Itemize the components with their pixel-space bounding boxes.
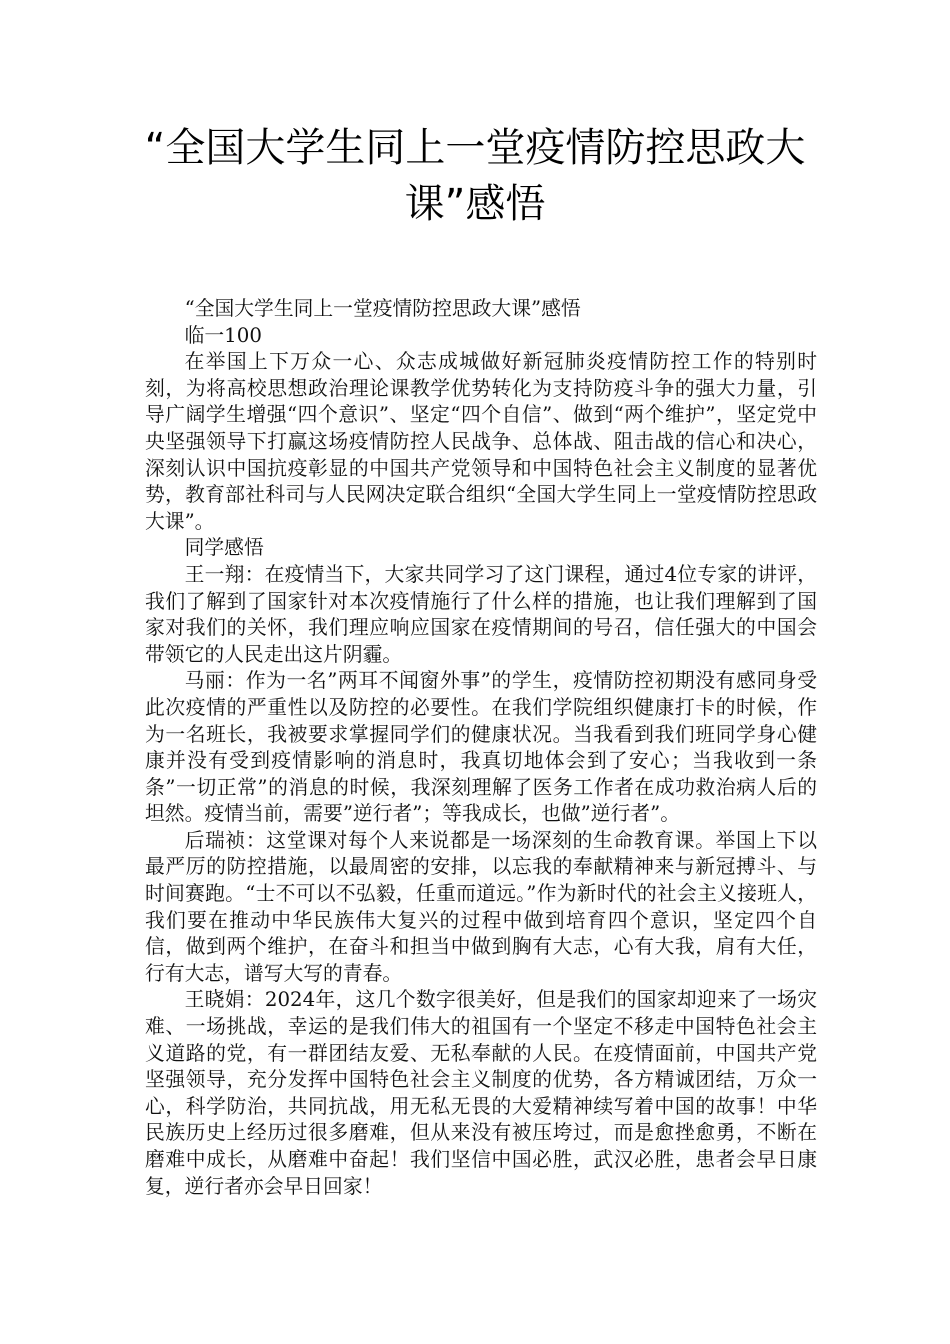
reflection-paragraph: 王晓娟：2024年，这几个数字很美好，但是我们的国家却迎来了一场灾难、一场挑战，幸运的是我们伟大的祖国有一个坚定不移走中国特色社会主义道路的党，有一群团结友爱、无私奉献的人民。在疫情面前，中国共产党坚强领导，充分发挥中国特色社会主义制度的优势，各方精诚团结，万众一心，科学防治，共同抗战，用无私无畏的大爱精神续写着中国的故事！中华民族历史上经历过很多磨难，但从来没有被压垮过，而是愈挫愈勇，不断在磨难中成长，从磨难中奋起！我们坚信中国必胜，武汉必胜，患者会早日康复，逆行者亦会早日回家！ [145, 988, 817, 1198]
subtitle-paragraph: “全国大学生同上一堂疫情防控思政大课”感悟 [184, 297, 581, 320]
class-label-paragraph: 临一100 [184, 323, 262, 347]
section-heading-paragraph: 同学感悟 [184, 536, 264, 560]
reflection-paragraph: 后瑞祯：这堂课对每个人来说都是一场深刻的生命教育课。举国上下以最严厉的防控措施，以最周密的安排，以忘我的奉献精神来与新冠搏斗、与时间赛跑。“士不可以不弘毅，任重而道远。”作为新时代的社会主义接班人，我们要在推动中华民族伟大复兴的过程中做到培育四个意识，坚定四个自信，做到两个维护，在奋斗和担当中做到胸有大志，心有大我，肩有大任，行有大志，谱写大写的青春。 [145, 828, 817, 985]
document-title: “全国大学生同上一堂疫情防控思政大课”感悟 [144, 125, 806, 227]
reflection-paragraph: 马丽：作为一名”两耳不闻窗外事”的学生，疫情防控初期没有感同身受此次疫情的严重性以及防控的必要性。在我们学院组织健康打卡的时候，作为一名班长，我被要求掌握同学们的健康状况。当我看到我们班同学身心健康并没有受到疫情影响的消息时，我真切地体会到了安心；当我收到一条条”一切正常”的消息的时候，我深刻理解了医务工作者在成功救治病人后的坦然。疫情当前，需要”逆行者”；等我成长，也做”逆行者”。 [145, 669, 817, 826]
reflection-paragraph: 王一翔：在疫情当下，大家共同学习了这门课程，通过4位专家的讲评，我们了解到了国家针对本次疫情施行了什么样的措施，也让我们理解到了国家对我们的关怀，我们理应响应国家在疫情期间的号召，信任强大的中国会带领它的人民走出这片阴霾。 [145, 562, 817, 666]
intro-paragraph: 在举国上下万众一心、众志成城做好新冠肺炎疫情防控工作的特别时刻，为将高校思想政治理论课教学优势转化为支持防疫斗争的强大力量，引导广阔学生增强“四个意识”、坚定“四个自信”、做到“两个维护”，坚定党中央坚强领导下打赢这场疫情防控人民战争、总体战、阻击战的信心和决心，深刻认识中国抗疫彰显的中国共产党领导和中国特色社会主义制度的显著优势，教育部社科司与人民网决定联合组织“全国大学生同上一堂疫情防控思政大课”。 [145, 350, 817, 533]
document-body [145, 296, 817, 1200]
